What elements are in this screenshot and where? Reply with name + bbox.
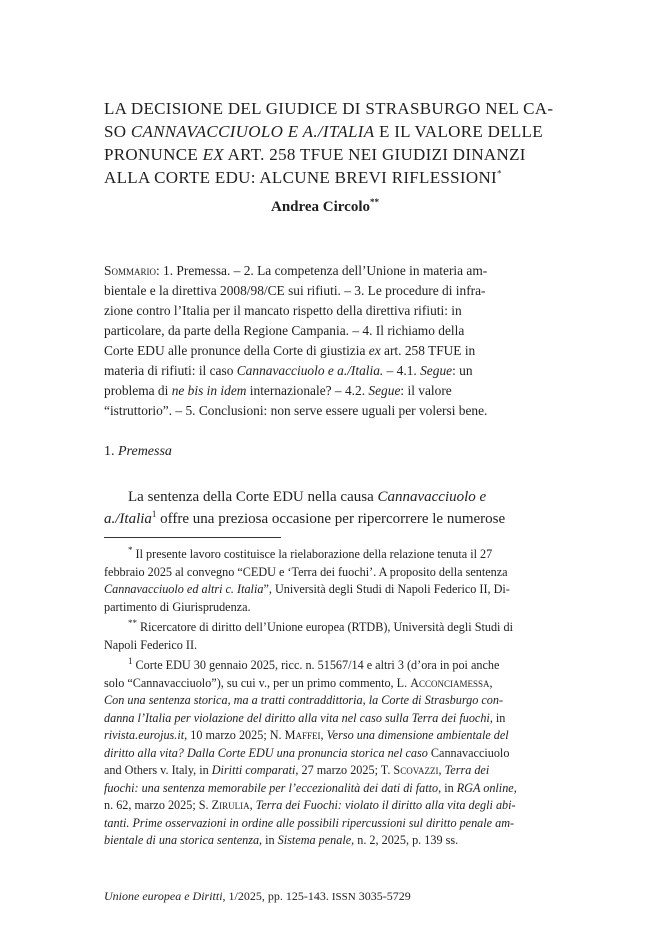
summary-abstract bbox=[104, 261, 562, 421]
section-heading: 1. Premessa bbox=[104, 444, 172, 459]
footnote-ref: 1 bbox=[151, 509, 157, 519]
footnote-line: febbraio 2025 al convegno “CEDU e ‘Terra dei fuochi’. A proposito della sentenza bbox=[104, 564, 508, 579]
summary-line: materia di rifiuti: il caso Cannavacciuolo e a./Italia. – 4.1. Segue: un bbox=[104, 363, 473, 378]
footnote-line: n. 62, marzo 2025; S. Zirulia, Terra dei Fuochi: violato il diritto alla vita degli abi- bbox=[104, 798, 516, 812]
summary-line: Sommario: 1. Premessa. – 2. La competenza dell’Unione in materia am- bbox=[104, 263, 488, 278]
summary-line: zione contro l’Italia per il mancato rispetto della direttiva rifiuti: in bbox=[104, 303, 462, 318]
footnote-line: danna l’Italia per violazione del diritto alla vita nel caso sulla Terra dei fuochi, in bbox=[104, 710, 506, 725]
title-line: SO CANNAVACCIUOLO E A./ITALIA E IL VALORE DELLE bbox=[104, 122, 543, 141]
page-footer: Unione europea e Diritti, 1/2025, pp. 125-143. ISSN 3035-5729 bbox=[104, 889, 411, 903]
footnote-line: Con una sentenza storica, ma a tratti contraddittoria, la Corte di Strasburgo con- bbox=[104, 693, 504, 707]
footnote-line: rivista.eurojus.it, 10 marzo 2025; N. Maffei, Verso una dimensione ambientale del bbox=[104, 728, 509, 742]
title-line: PRONUNCE EX ART. 258 TFUE NEI GIUDIZI DINANZI bbox=[104, 145, 526, 164]
footnote-line: ** Ricercatore di diritto dell’Unione europea (RTDB), Università degli Studi di bbox=[128, 617, 513, 634]
summary-line: particolare, da parte della Regione Campania. – 4. Il richiamo della bbox=[104, 323, 465, 338]
author-footnote-mark: ** bbox=[370, 197, 380, 207]
body-line: La sentenza della Corte EDU nella causa Cannavacciuolo e bbox=[128, 489, 487, 505]
body-line: a./Italia$^1$ offre una preziosa occasione per ripercorrere le numerose bbox=[104, 509, 506, 527]
summary-label: Sommario bbox=[104, 263, 156, 278]
summary-line: “istruttorio”. – 5. Conclusioni: non serve essere uguali per volersi bene. bbox=[104, 403, 488, 418]
footnote-line: * Il presente lavoro costituisce la rielaborazione della relazione tenuta il 27 bbox=[128, 544, 493, 561]
footnote-line: diritto alla vita? Dalla Corte EDU una pronuncia storica nel caso Cannavacciuolo bbox=[104, 745, 510, 760]
footnote-3 bbox=[104, 657, 562, 850]
footnote-line: bientale di una storica sentenza, in Sistema penale, n. 2, 2025, p. 139 ss. bbox=[104, 833, 459, 847]
footnote-separator bbox=[104, 537, 281, 538]
footnote-line: solo “Cannavacciuolo”), su cui v., per un primo commento, L. Acconciamessa, bbox=[104, 675, 493, 690]
footnote-line: Napoli Federico II. bbox=[104, 637, 198, 652]
title-line: ALLA CORTE EDU: ALCUNE BREVI RIFLESSIONI* bbox=[104, 168, 502, 187]
summary-line: Corte EDU alle pronunce della Corte di giustizia ex art. 258 TFUE in bbox=[104, 343, 476, 358]
journal-name: Unione europea e Diritti bbox=[104, 889, 223, 903]
footnote-line: and Others v. Italy, in Diritti comparati, 27 marzo 2025; T. Scovazzi, Terra dei bbox=[104, 763, 490, 777]
footnote-line: Cannavacciuolo ed altri c. Italia”, Università degli Studi di Napoli Federico II, Di- bbox=[104, 582, 510, 596]
summary-line: problema di ne bis in idem internazionale? – 4.2. Segue: il valore bbox=[104, 383, 452, 398]
footnote-line: tanti. Prime osservazioni in ordine alle possibili ripercussioni sul diritto penale am- bbox=[104, 815, 515, 830]
summary-line: bientale e la direttiva 2008/98/CE sui rifiuti. – 3. Le procedure di infra- bbox=[104, 283, 486, 298]
footnotes bbox=[104, 546, 562, 850]
author-name: Andrea Circolo** bbox=[270, 197, 380, 215]
footnote-2 bbox=[104, 619, 562, 654]
article-title bbox=[104, 97, 564, 189]
body-paragraph bbox=[104, 486, 562, 530]
title-footnote-mark: * bbox=[497, 168, 502, 179]
footnote-1 bbox=[104, 546, 562, 616]
footnote-line: fuochi: una sentenza memorabile per l’eccezionalità dei dati di fatto, in RGA online, bbox=[104, 780, 517, 795]
footnote-line: $^1$ Corte EDU 30 gennaio 2025, ricc. n. 51567/14 e altri 3 (d’ora in poi anche bbox=[128, 655, 500, 672]
title-line: LA DECISIONE DEL GIUDICE DI STRASBURGO NEL CA- bbox=[104, 99, 554, 118]
footnote-line: partimento di Giurisprudenza. bbox=[104, 599, 251, 614]
